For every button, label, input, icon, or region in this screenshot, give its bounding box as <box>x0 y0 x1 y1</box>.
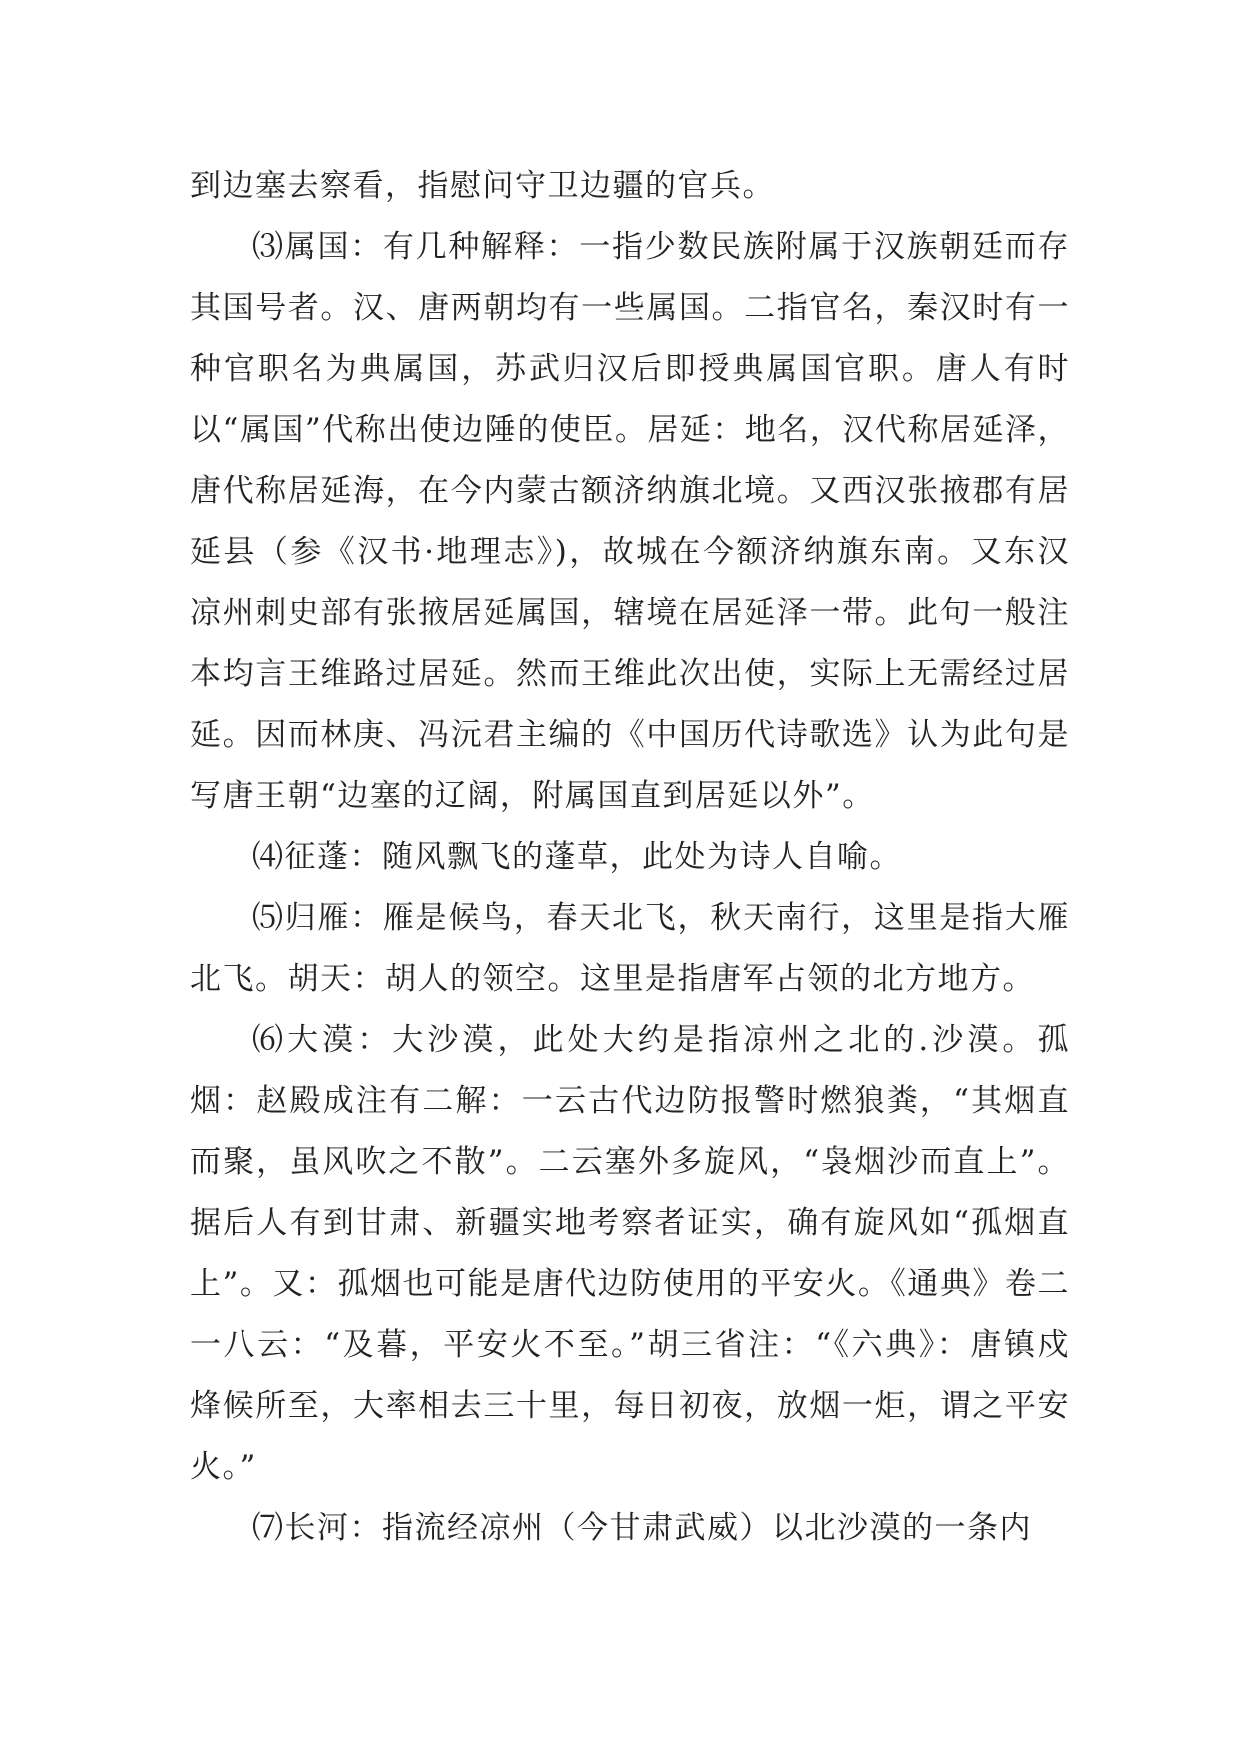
note-6-damo: ⑹大漠：大沙漠，此处大约是指凉州之北的.沙漠。孤烟：赵殿成注有二解：一云古代边防报警时燃狼粪，“其烟直而聚，虽风吹之不散”。二云塞外多旋风，“袅烟沙而直上”。据后人有到甘肃、新疆实地考察者证实，确有旋风如“孤烟直上”。又：孤烟也可能是唐代边防使用的平安火。《通典》卷二一八云：“及暮，平安火不至。”胡三省注：“《六典》：唐镇戍烽候所至，大率相去三十里，每日初夜，放烟一炬，谓之平安火。” <box>190 1022 1070 1485</box>
note-3-shuguo: ⑶属国：有几种解释：一指少数民族附属于汉族朝廷而存其国号者。汉、唐两朝均有一些属国。二指官名，秦汉时有一种官职名为典属国，苏武归汉后即授典属国官职。唐人有时以“属国”代称出使边陲的使臣。居延：地名，汉代称居延泽，唐代称居延海，在今内蒙古额济纳旗北境。又西汉张掖郡有居延县（参《汉书·地理志》)，故城在今额济纳旗东南。又东汉凉州刺史部有张掖居延属国，辖境在居延泽一带。此句一般注本均言王维路过居延。然而王维此次出使，实际上无需经过居延。因而林庚、冯沅君主编的《中国历代诗歌选》认为此句是写唐王朝“边塞的辽阔，附属国直到居延以外”。 <box>190 229 1070 814</box>
body-text <box>190 156 1070 1559</box>
note-7-changhe: ⑺长河：指流经凉州（今甘肃武威）以北沙漠的一条内 <box>252 1510 1032 1546</box>
note-5-guiyan: ⑸归雁：雁是候鸟，春天北飞，秋天南行，这里是指大雁北飞。胡天：胡人的领空。这里是指唐军占领的北方地方。 <box>190 900 1070 997</box>
note-4-zhengpeng: ⑷征蓬：随风飘飞的蓬草，此处为诗人自喻。 <box>252 839 902 875</box>
paragraph-continuation: 到边塞去察看，指慰问守卫边疆的官兵。 <box>190 168 775 204</box>
